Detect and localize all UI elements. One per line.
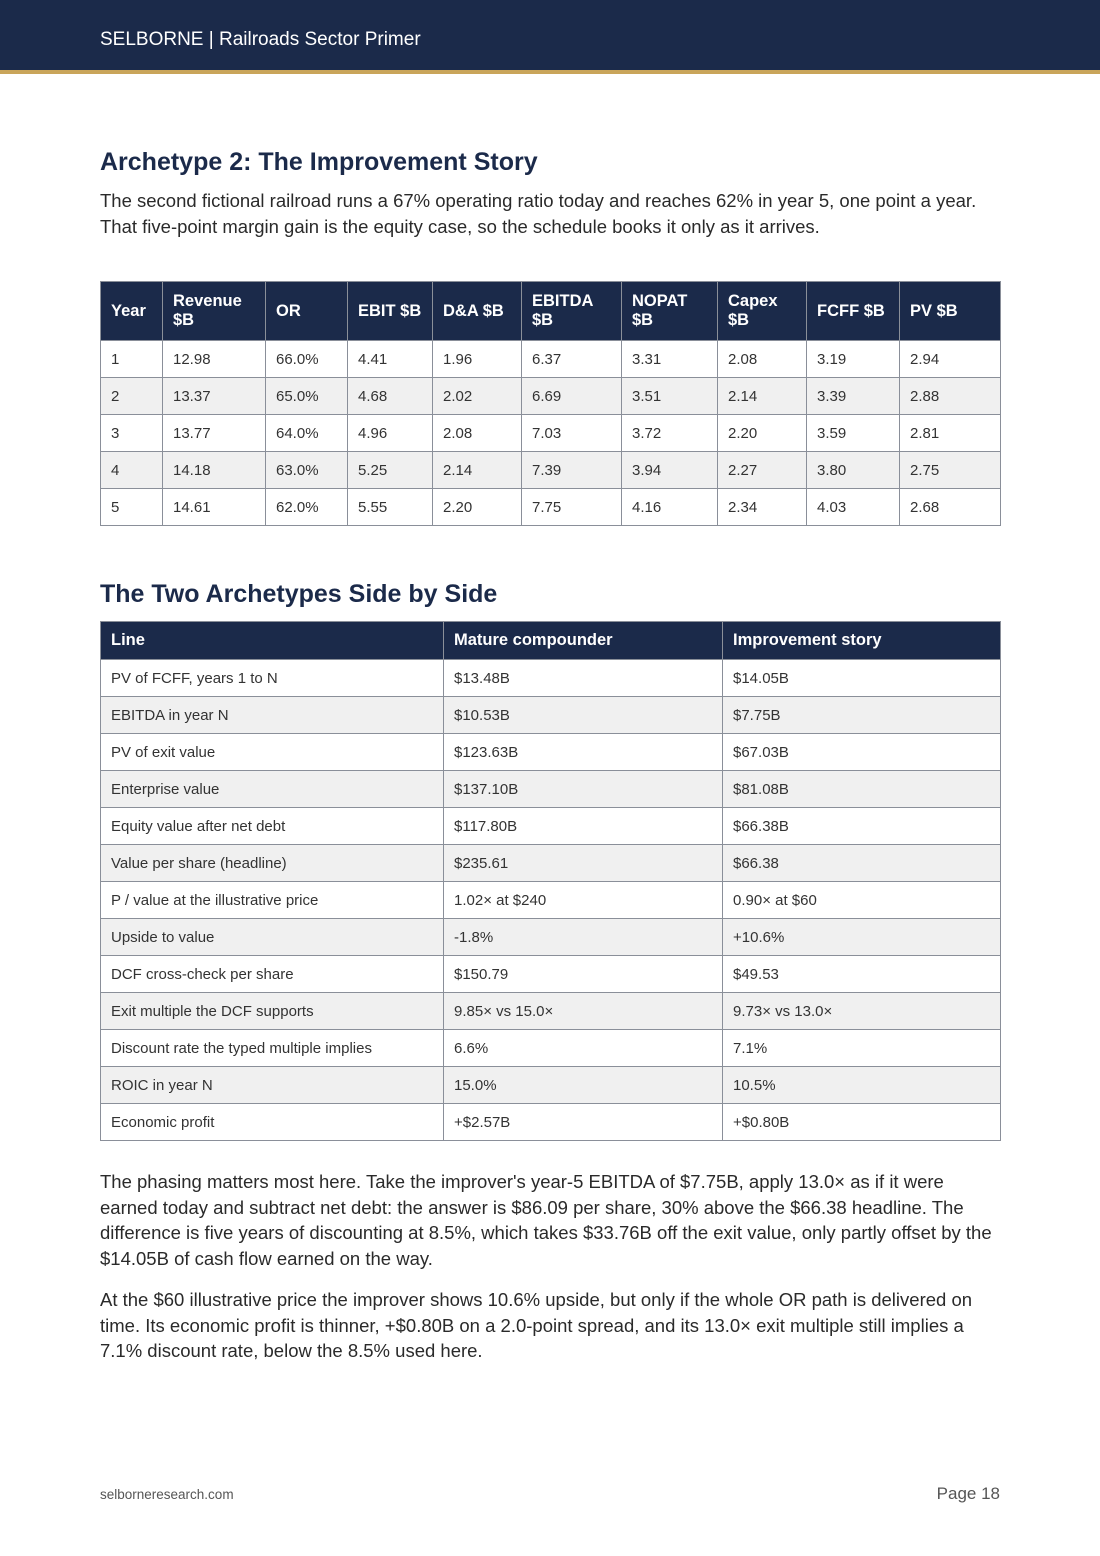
table-cell: 4.96	[348, 415, 433, 452]
table-cell: 6.69	[522, 378, 622, 415]
table-row	[101, 378, 1001, 415]
table-row	[101, 1067, 1001, 1104]
table-cell: $150.79	[444, 956, 723, 993]
table-row	[101, 919, 1001, 956]
table-row	[101, 1104, 1001, 1141]
schedule-header-cell: PV $B	[900, 282, 1001, 341]
schedule-header-cell: FCFF $B	[807, 282, 900, 341]
schedule-header-cell: Year	[101, 282, 163, 341]
comparison-header-cell: Line	[101, 622, 444, 660]
table-cell: $49.53	[723, 956, 1001, 993]
section-heading-archetype-2: Archetype 2: The Improvement Story	[100, 148, 538, 176]
table-cell: 3.59	[807, 415, 900, 452]
table-cell: 65.0%	[266, 378, 348, 415]
header-title: SELBORNE | Railroads Sector Primer	[100, 29, 421, 50]
table-cell: Economic profit	[101, 1104, 444, 1141]
schedule-table	[100, 281, 1001, 526]
table-row	[101, 489, 1001, 526]
table-row	[101, 993, 1001, 1030]
table-cell: 3.31	[622, 341, 718, 378]
table-cell: 9.73× vs 13.0×	[723, 993, 1001, 1030]
table-cell: 6.6%	[444, 1030, 723, 1067]
table-cell: 4.68	[348, 378, 433, 415]
table-cell: $13.48B	[444, 660, 723, 697]
table-cell: $14.05B	[723, 660, 1001, 697]
table-cell: PV of FCFF, years 1 to N	[101, 660, 444, 697]
table-cell: 7.75	[522, 489, 622, 526]
table-cell: 2.08	[718, 341, 807, 378]
table-cell: 3.39	[807, 378, 900, 415]
table-cell: 2.34	[718, 489, 807, 526]
table-cell: 2	[101, 378, 163, 415]
table-cell: $7.75B	[723, 697, 1001, 734]
table-cell: 15.0%	[444, 1067, 723, 1104]
table-cell: EBITDA in year N	[101, 697, 444, 734]
table-cell: Equity value after net debt	[101, 808, 444, 845]
table-cell: 3	[101, 415, 163, 452]
table-cell: 3.72	[622, 415, 718, 452]
table-cell: 4	[101, 452, 163, 489]
table-cell: 2.14	[718, 378, 807, 415]
closing-paragraph-2: At the $60 illustrative price the improver shows 10.6% upside, but only if the whole OR path is delivered on time. Its economic profit is thinner, +$0.80B on a 2.0-point spread, and its 13.0× exit multiple still implies a 7.1% discount rate, below the 8.5% used here.	[100, 1289, 973, 1361]
table-cell: $123.63B	[444, 734, 723, 771]
table-row	[101, 660, 1001, 697]
table-cell: 7.03	[522, 415, 622, 452]
footer-page-number: Page 18	[936, 1484, 1000, 1503]
table-cell: 2.88	[900, 378, 1001, 415]
table-cell: Enterprise value	[101, 771, 444, 808]
table-cell: +$0.80B	[723, 1104, 1001, 1141]
table-cell: Upside to value	[101, 919, 444, 956]
table-cell: 5.55	[348, 489, 433, 526]
table-cell: 13.37	[163, 378, 266, 415]
comparison-header-row	[101, 622, 1001, 660]
table-cell: Discount rate the typed multiple implies	[101, 1030, 444, 1067]
table-cell: Value per share (headline)	[101, 845, 444, 882]
table-cell: 9.85× vs 15.0×	[444, 993, 723, 1030]
table-cell: 4.03	[807, 489, 900, 526]
closing-paragraph-1: The phasing matters most here. Take the improver's year-5 EBITDA of $7.75B, apply 13.0× as if it were earned today and subtract net debt: the answer is $86.09 per share, 30% above the $66.38 headline. The difference is five years of discounting at 8.5%, which takes $33.76B off the exit value, only partly offset by the $14.05B of cash flow earned on the way.	[100, 1171, 992, 1269]
table-cell: $66.38	[723, 845, 1001, 882]
table-cell: 2.94	[900, 341, 1001, 378]
table-cell: PV of exit value	[101, 734, 444, 771]
table-cell: $137.10B	[444, 771, 723, 808]
table-cell: 6.37	[522, 341, 622, 378]
table-cell: 5.25	[348, 452, 433, 489]
table-cell: 3.80	[807, 452, 900, 489]
table-row	[101, 415, 1001, 452]
table-cell: 2.75	[900, 452, 1001, 489]
table-cell: ROIC in year N	[101, 1067, 444, 1104]
table-cell: +10.6%	[723, 919, 1001, 956]
table-cell: 2.68	[900, 489, 1001, 526]
table-cell: 64.0%	[266, 415, 348, 452]
table-cell: 5	[101, 489, 163, 526]
table-cell: 13.77	[163, 415, 266, 452]
table-row	[101, 956, 1001, 993]
schedule-header-cell: EBIT $B	[348, 282, 433, 341]
table-cell: 3.94	[622, 452, 718, 489]
table-cell: 2.14	[433, 452, 522, 489]
table-cell: 63.0%	[266, 452, 348, 489]
schedule-header-cell: EBITDA $B	[522, 282, 622, 341]
schedule-header-cell: NOPAT $B	[622, 282, 718, 341]
schedule-header-cell: OR	[266, 282, 348, 341]
table-cell: 2.08	[433, 415, 522, 452]
table-cell: 14.18	[163, 452, 266, 489]
table-cell: 7.39	[522, 452, 622, 489]
table-row	[101, 697, 1001, 734]
table-row	[101, 882, 1001, 919]
table-cell: $10.53B	[444, 697, 723, 734]
table-cell: 3.19	[807, 341, 900, 378]
table-cell: Exit multiple the DCF supports	[101, 993, 444, 1030]
table-cell: DCF cross-check per share	[101, 956, 444, 993]
schedule-header-cell: Revenue $B	[163, 282, 266, 341]
schedule-header-row	[101, 282, 1001, 341]
table-cell: 7.1%	[723, 1030, 1001, 1067]
table-cell: 3.51	[622, 378, 718, 415]
page-header	[0, 0, 1100, 74]
table-cell: 4.41	[348, 341, 433, 378]
section-heading-side-by-side: The Two Archetypes Side by Side	[100, 580, 498, 608]
table-cell: $117.80B	[444, 808, 723, 845]
table-cell: 10.5%	[723, 1067, 1001, 1104]
comparison-header-cell: Mature compounder	[444, 622, 723, 660]
table-cell: 0.90× at $60	[723, 882, 1001, 919]
intro-paragraph: The second fictional railroad runs a 67% operating ratio today and reaches 62% in year 5, one point a year. That five-point margin gain is the equity case, so the schedule books it only as it arrives.	[100, 190, 977, 237]
table-cell: $235.61	[444, 845, 723, 882]
schedule-header-cell: Capex $B	[718, 282, 807, 341]
table-cell: 62.0%	[266, 489, 348, 526]
footer-website: selborneresearch.com	[100, 1487, 234, 1502]
table-cell: 12.98	[163, 341, 266, 378]
table-cell: 1	[101, 341, 163, 378]
table-row	[101, 771, 1001, 808]
table-cell: $66.38B	[723, 808, 1001, 845]
table-cell: 66.0%	[266, 341, 348, 378]
table-row	[101, 452, 1001, 489]
table-row	[101, 734, 1001, 771]
table-row	[101, 808, 1001, 845]
table-row	[101, 341, 1001, 378]
table-cell: +$2.57B	[444, 1104, 723, 1141]
table-cell: 2.81	[900, 415, 1001, 452]
table-row	[101, 845, 1001, 882]
comparison-header-cell: Improvement story	[723, 622, 1001, 660]
table-cell: 2.20	[433, 489, 522, 526]
table-cell: 2.20	[718, 415, 807, 452]
comparison-table	[100, 621, 1001, 1141]
table-cell: 1.02× at $240	[444, 882, 723, 919]
table-row	[101, 1030, 1001, 1067]
table-cell: P / value at the illustrative price	[101, 882, 444, 919]
schedule-header-cell: D&A $B	[433, 282, 522, 341]
table-cell: $81.08B	[723, 771, 1001, 808]
table-cell: 2.27	[718, 452, 807, 489]
table-cell: $67.03B	[723, 734, 1001, 771]
table-cell: 2.02	[433, 378, 522, 415]
table-cell: 14.61	[163, 489, 266, 526]
table-cell: -1.8%	[444, 919, 723, 956]
table-cell: 4.16	[622, 489, 718, 526]
table-cell: 1.96	[433, 341, 522, 378]
